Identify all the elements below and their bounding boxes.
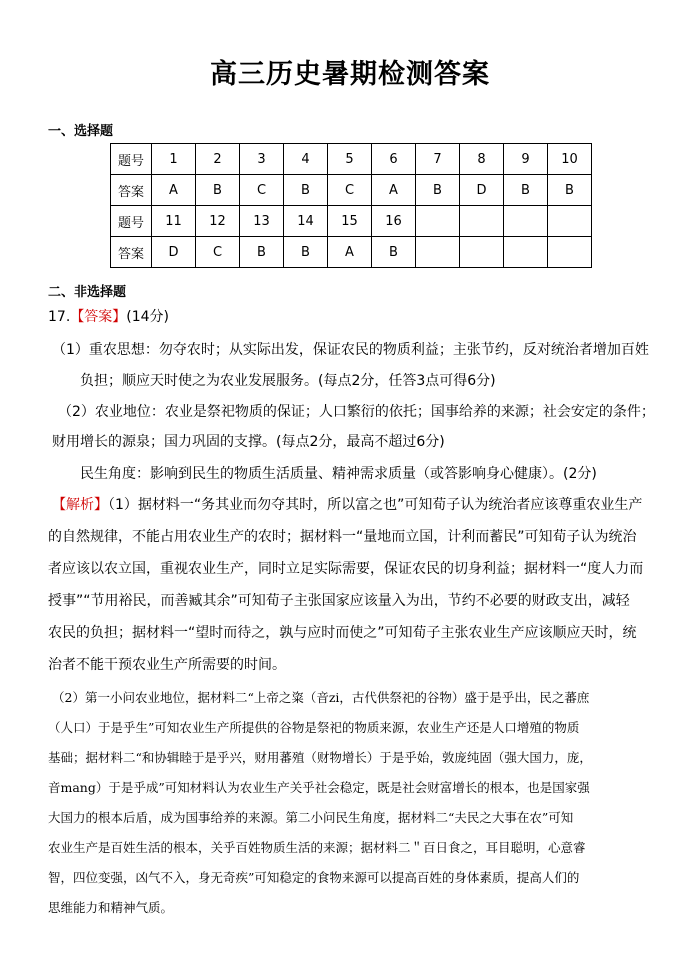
table-cell: A — [152, 175, 196, 206]
table-cell — [504, 206, 548, 237]
table-cell: A — [372, 175, 416, 206]
table-cell — [460, 237, 504, 268]
analysis-line-6: 治者不能干预农业生产所需要的时间。 — [48, 657, 286, 673]
table-cell: D — [460, 175, 504, 206]
section-heading-nonchoice: 二、非选择题 — [48, 285, 127, 300]
table-cell — [416, 206, 460, 237]
table-cell: C — [328, 175, 372, 206]
table-cell: D — [152, 237, 196, 268]
analysis-line-4: 授事”“节用裕民，而善臧其余”可知荀子主张国家应该量入为出，节约不必要的财政支出，减轻 — [48, 593, 630, 609]
table-row — [111, 144, 592, 175]
analysis-line-1-text: （1）据材料一“务其业而勿夺其时，所以富之也”可知荀子认为统治者应该尊重农业生产 — [108, 497, 643, 513]
table-cell — [504, 237, 548, 268]
table-cell: B — [504, 175, 548, 206]
analysis-line-1 — [52, 495, 642, 515]
table-cell: 11 — [152, 206, 196, 237]
answer-2-line-3: 民生角度：影响到民生的物质生活质量、精神需求质量（或答影响身心健康）。(2分) — [80, 466, 597, 482]
table-row — [111, 237, 592, 268]
table-cell — [548, 206, 592, 237]
answer-table — [110, 143, 592, 268]
table-cell — [548, 237, 592, 268]
answer-2-line-2: 财用增长的源泉；国力巩固的支撑。(每点2分，最高不超过6分) — [52, 434, 445, 450]
table-cell: 14 — [284, 206, 328, 237]
table-cell: B — [548, 175, 592, 206]
table-cell: 5 — [328, 144, 372, 175]
table-cell: 8 — [460, 144, 504, 175]
row-header: 答案 — [111, 175, 152, 206]
analysis-line-3: 者应该以农立国，重视农业生产，同时立足实际需要，保证农民的切身利益；据材料一“度人力而 — [48, 561, 644, 577]
table-cell — [460, 206, 504, 237]
table-row — [111, 175, 592, 206]
row-header: 题号 — [111, 206, 152, 237]
table-cell: 13 — [240, 206, 284, 237]
table-cell: B — [284, 175, 328, 206]
table-cell: 16 — [372, 206, 416, 237]
analysis-tag: 【解析】 — [52, 497, 108, 513]
table-cell — [416, 237, 460, 268]
table-cell: 1 — [152, 144, 196, 175]
table-cell: B — [284, 237, 328, 268]
table-cell: C — [196, 237, 240, 268]
row-header: 答案 — [111, 237, 152, 268]
analysis-2-line-4: 音mang）于是乎成”可知材料认为农业生产关乎社会稳定，既是社会财富增长的根本，也是国家强 — [48, 780, 590, 795]
table-cell: 15 — [328, 206, 372, 237]
q17-header — [48, 307, 169, 327]
q17-number: 17. — [48, 309, 71, 325]
table-cell: 4 — [284, 144, 328, 175]
analysis-2-line-3: 基础；据材料二“和协辑睦于是乎兴，财用蕃殖（财物增长）于是乎始，敦庞纯固（强大国力，庞， — [48, 750, 592, 765]
answer-2-line-1: （2）农业地位：农业是祭祀物质的保证；人口繁衍的依托；国事给养的来源；社会安定的条件； — [58, 404, 655, 420]
answer-tag: 【答案】 — [70, 309, 127, 325]
table-cell: A — [328, 237, 372, 268]
row-header: 题号 — [111, 144, 152, 175]
table-cell: B — [196, 175, 240, 206]
analysis-2-line-2: （人口）于是乎生”可知农业生产所提供的谷物是祭祀的物质来源，农业生产还是人口增殖的物质 — [48, 720, 580, 735]
section-heading-choice: 一、选择题 — [48, 124, 114, 139]
table-cell: C — [240, 175, 284, 206]
table-cell: B — [416, 175, 460, 206]
analysis-2-line-1: （2）第一小问农业地位，据材料二“上帝之粢（音zi，古代供祭祀的谷物）盛于是乎出，民之蕃庶 — [52, 690, 590, 705]
analysis-2-line-6: 农业生产是百姓生活的根本，关乎百姓物质生活的来源；据材料二＂百日食之，耳目聪明，心意睿 — [48, 840, 586, 855]
answer-1-line-1: （1）重农思想：勿夺农时；从实际出发，保证农民的物质利益；主张节约，反对统治者增加百姓 — [52, 342, 649, 358]
analysis-2-line-5: 大国力的根本后盾，成为国事给养的来源。第二小问民生角度，据材料二“夫民之大事在农”可知 — [48, 810, 574, 825]
table-cell: 3 — [240, 144, 284, 175]
analysis-line-5: 农民的负担；据材料一“望时而待之，孰与应时而使之”可知荀子主张农业生产应该顺应天时，统 — [48, 625, 637, 641]
table-cell: 2 — [196, 144, 240, 175]
table-cell: 12 — [196, 206, 240, 237]
analysis-line-2: 的自然规律，不能占用农业生产的农时；据材料一“量地而立国，计利而蓄民”可知荀子认为统治 — [48, 529, 637, 545]
analysis-2-line-7: 智，四位变强，凶气不入，身无奇疾”可知稳定的食物来源可以提高百姓的身体素质，提高人们的 — [48, 870, 580, 885]
table-row — [111, 206, 592, 237]
table-cell: B — [240, 237, 284, 268]
q17-score: (14分) — [126, 309, 170, 325]
table-cell: 9 — [504, 144, 548, 175]
table-cell: 7 — [416, 144, 460, 175]
table-cell: 6 — [372, 144, 416, 175]
table-cell: 10 — [548, 144, 592, 175]
table-cell: B — [372, 237, 416, 268]
answer-1-line-2: 负担；顺应天时使之为农业发展服务。(每点2分，任答3点可得6分) — [80, 373, 496, 389]
page-title: 高三历史暑期检测答案 — [210, 59, 490, 90]
analysis-2-line-8: 思维能力和精神气质。 — [48, 900, 174, 915]
